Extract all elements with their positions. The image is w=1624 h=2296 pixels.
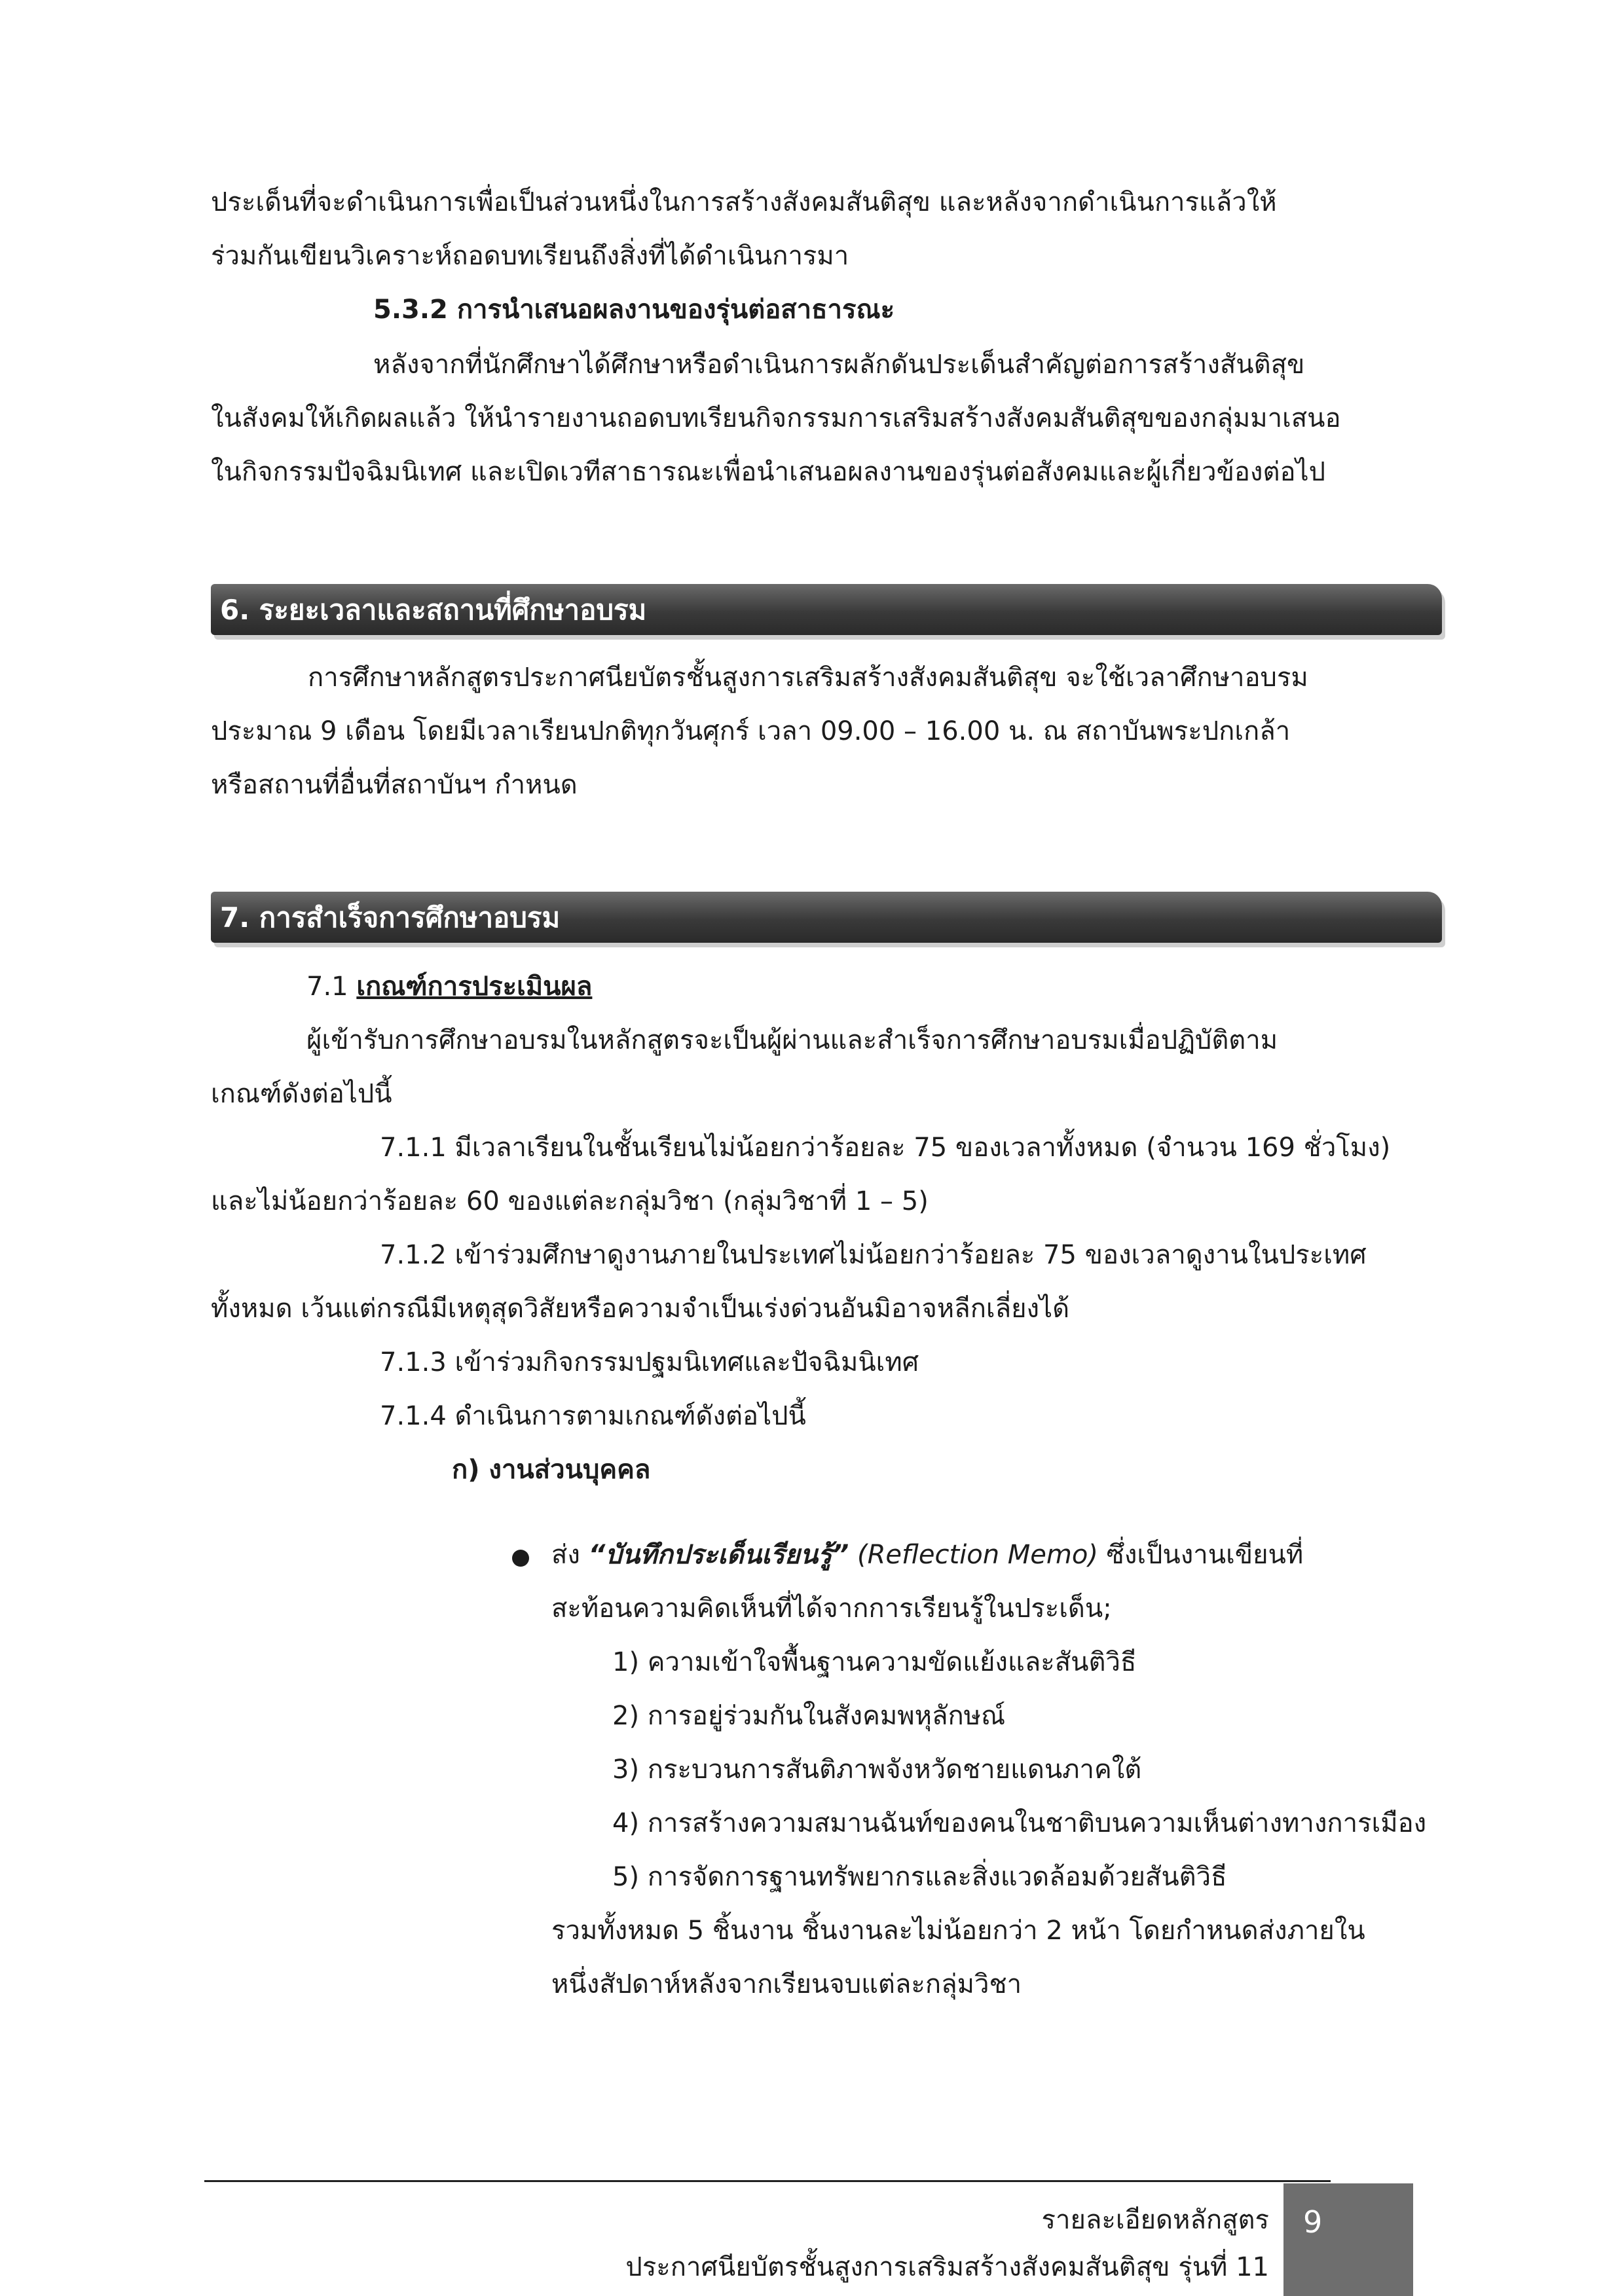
paragraph-line: หลังจากที่นักศึกษาได้ศึกษาหรือดำเนินการผลักดันประเด็นสำคัญต่อการสร้างสันติสุข bbox=[373, 350, 1305, 380]
paragraph-line: หนึ่งสัปดาห์หลังจากเรียนจบแต่ละกลุ่มวิชา bbox=[551, 1969, 1022, 1999]
bullet-icon bbox=[512, 1550, 529, 1567]
list-item: 3) กระบวนการสันติภาพจังหวัดชายแดนภาคใต้ bbox=[612, 1755, 1142, 1785]
criterion-7-1-2: 7.1.2 เข้าร่วมศึกษาดูงานภายในประเทศไม่น้อยกว่าร้อยละ 75 ของเวลาดูงานในประเทศ bbox=[380, 1240, 1367, 1270]
page-number-box bbox=[1283, 2183, 1413, 2296]
subsection-title: เกณฑ์การประเมินผล bbox=[356, 972, 593, 1002]
paragraph-line: รวมทั้งหมด 5 ชิ้นงาน ชิ้นงานละไม่น้อยกว่า 2 หน้า โดยกำหนดส่งภายใน bbox=[551, 1916, 1365, 1946]
bullet-text-italic: (Reflection Memo) bbox=[849, 1540, 1098, 1570]
list-item: 1) ความเข้าใจพื้นฐานความขัดแย้งและสันติวิธี bbox=[612, 1647, 1137, 1677]
subsection-heading-5-3-2: 5.3.2 การนำเสนอผลงานของรุ่นต่อสาธารณะ bbox=[373, 295, 895, 325]
paragraph-line: ในกิจกรรมปัจฉิมนิเทศ และเปิดเวทีสาธารณะเพื่อนำเสนอผลงานของรุ่นต่อสังคมและผู้เกี่ยวข้องต่อไป bbox=[211, 457, 1325, 487]
bullet-item-cont: สะท้อนความคิดเห็นที่ได้จากการเรียนรู้ในประเด็น; bbox=[551, 1594, 1112, 1624]
list-item: 5) การจัดการฐานทรัพยากรและสิ่งแวดล้อมด้วยสันติวิธี bbox=[612, 1862, 1227, 1892]
list-item: 2) การอยู่ร่วมกันในสังคมพหุลักษณ์ bbox=[612, 1701, 1006, 1731]
subsection-number: 7.1 bbox=[306, 972, 348, 1002]
section-heading-7-label: 7. การสำเร็จการศึกษาอบรม bbox=[220, 902, 561, 934]
section-heading-6 bbox=[211, 584, 1442, 635]
section-heading-7 bbox=[211, 892, 1442, 943]
paragraph-line: ประมาณ 9 เดือน โดยมีเวลาเรียนปกติทุกวันศุกร์ เวลา 09.00 – 16.00 น. ณ สถาบันพระปกเกล้า bbox=[211, 716, 1291, 746]
paragraph-line: การศึกษาหลักสูตรประกาศนียบัตรชั้นสูงการเสริมสร้างสังคมสันติสุข จะใช้เวลาศึกษาอบรม bbox=[308, 663, 1308, 693]
subsection-heading-7-1 bbox=[306, 969, 592, 1004]
footer-subtitle: ประกาศนียบัตรชั้นสูงการเสริมสร้างสังคมสันติสุข รุ่นที่ 11 bbox=[625, 2252, 1269, 2282]
paragraph-line: ประเด็นที่จะดำเนินการเพื่อเป็นส่วนหนึ่งในการสร้างสังคมสันติสุข และหลังจากดำเนินการแล้วให้ bbox=[211, 187, 1277, 217]
paragraph-line: เกณฑ์ดังต่อไปนี้ bbox=[211, 1079, 392, 1109]
paragraph-line: ผู้เข้ารับการศึกษาอบรมในหลักสูตรจะเป็นผู้ผ่านและสำเร็จการศึกษาอบรมเมื่อปฏิบัติตาม bbox=[306, 1025, 1278, 1055]
list-item: 4) การสร้างความสมานฉันท์ของคนในชาติบนความเห็นต่างทางการเมือง bbox=[612, 1808, 1427, 1838]
footer-divider bbox=[204, 2180, 1331, 2182]
paragraph-line: ร่วมกันเขียนวิเคราะห์ถอดบทเรียนถึงสิ่งที่ได้ดำเนินการมา bbox=[211, 241, 849, 271]
criterion-7-1-2-cont: ทั้งหมด เว้นแต่กรณีมีเหตุสุดวิสัยหรือความจำเป็นเร่งด่วนอันมิอาจหลีกเลี่ยงได้ bbox=[211, 1294, 1070, 1324]
criterion-7-1-3: 7.1.3 เข้าร่วมกิจกรรมปฐมนิเทศและปัจฉิมนิเทศ bbox=[380, 1347, 919, 1377]
criterion-7-1-1-cont: และไม่น้อยกว่าร้อยละ 60 ของแต่ละกลุ่มวิชา (กลุ่มวิชาที่ 1 – 5) bbox=[211, 1186, 929, 1216]
bullet-text-suffix: ซึ่งเป็นงานเขียนที่ bbox=[1098, 1540, 1304, 1570]
bullet-text-bold: “บันทึกประเด็นเรียนรู้” bbox=[588, 1540, 849, 1570]
page-number: 9 bbox=[1303, 2204, 1323, 2240]
paragraph-line: หรือสถานที่อื่นที่สถาบันฯ กำหนด bbox=[211, 770, 578, 800]
section-heading-6-label: 6. ระยะเวลาและสถานที่ศึกษาอบรม bbox=[220, 594, 647, 626]
sub-heading-individual-work: ก) งานส่วนบุคคล bbox=[452, 1455, 651, 1485]
bullet-text-prefix: ส่ง bbox=[551, 1540, 589, 1570]
criterion-7-1-4: 7.1.4 ดำเนินการตามเกณฑ์ดังต่อไปนี้ bbox=[380, 1401, 806, 1431]
criterion-7-1-1: 7.1.1 มีเวลาเรียนในชั้นเรียนไม่น้อยกว่าร้อยละ 75 ของเวลาทั้งหมด (จำนวน 169 ชั่วโมง) bbox=[380, 1133, 1391, 1163]
footer-title: รายละเอียดหลักสูตร bbox=[1041, 2205, 1269, 2235]
paragraph-line: ในสังคมให้เกิดผลแล้ว ให้นำรายงานถอดบทเรียนกิจกรรมการเสริมสร้างสังคมสันติสุขของกลุ่มมาเสนอ bbox=[211, 403, 1341, 433]
bullet-item bbox=[551, 1537, 1303, 1573]
